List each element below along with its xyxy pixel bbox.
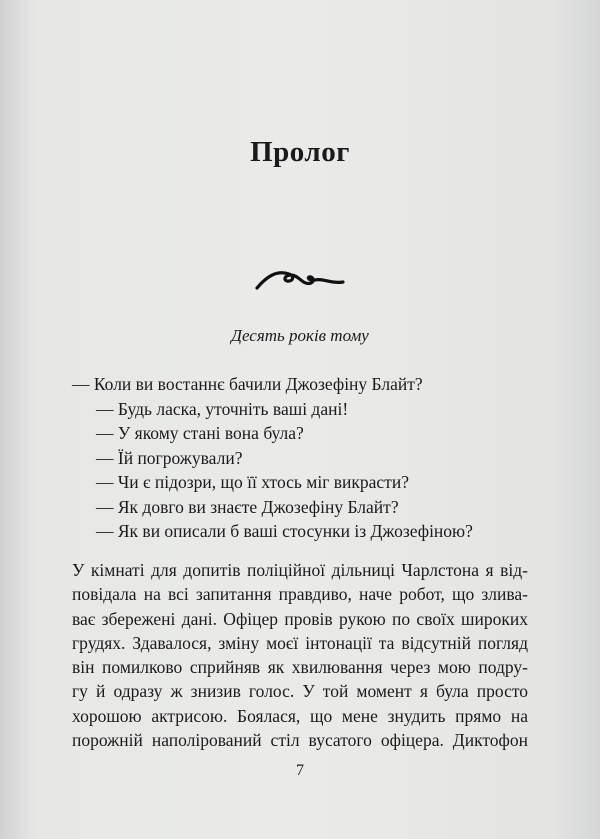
paragraph-line: грудях. Здавалося, зміну моєї інтонації та відсутній погляд (72, 632, 528, 653)
question-line: — Їй погрожували? (96, 447, 243, 468)
chapter-title: Пролог (250, 136, 350, 168)
subtitle: Десять років тому (231, 326, 369, 345)
question-line: — Як ви описали б ваші стосунки із Джозефіною? (96, 521, 473, 541)
question-line: — Чи є підозри, що її хтось міг викрасти? (96, 472, 409, 492)
page-number: 7 (296, 762, 304, 779)
paragraph-line: порожній наполірований стіл вусатого офіцера. Диктофон (72, 730, 528, 751)
body-paragraph (72, 558, 528, 752)
question-list (72, 372, 542, 544)
question-line: — Коли ви востаннє бачили Джозефіну Блайт? (72, 374, 423, 394)
paragraph-line: У кімнаті для допитів поліційної дільниці Чарлстона я від- (72, 560, 528, 580)
paragraph-line: повідала на всі запитання правдиво, наче робот, що злива- (72, 584, 528, 605)
question-line: — У якому стані вона була? (96, 423, 304, 443)
paragraph-line: хорошою актрисою. Боялася, що мене знудить прямо на (72, 705, 528, 726)
paragraph-line: гу й одразу ж знизив голос. У той момент я була просто (72, 681, 528, 702)
paragraph-line: ває збережені дані. Офіцер провів рукою по своїх широких (72, 608, 528, 629)
wave-flourish-icon (255, 266, 345, 292)
question-line: — Як довго ви знаєте Джозефіну Блайт? (96, 496, 399, 517)
question-line: — Будь ласка, уточніть ваші дані! (96, 398, 349, 419)
paragraph-line: він помилково сприйняв як хвилювання через мою подру- (72, 657, 528, 678)
